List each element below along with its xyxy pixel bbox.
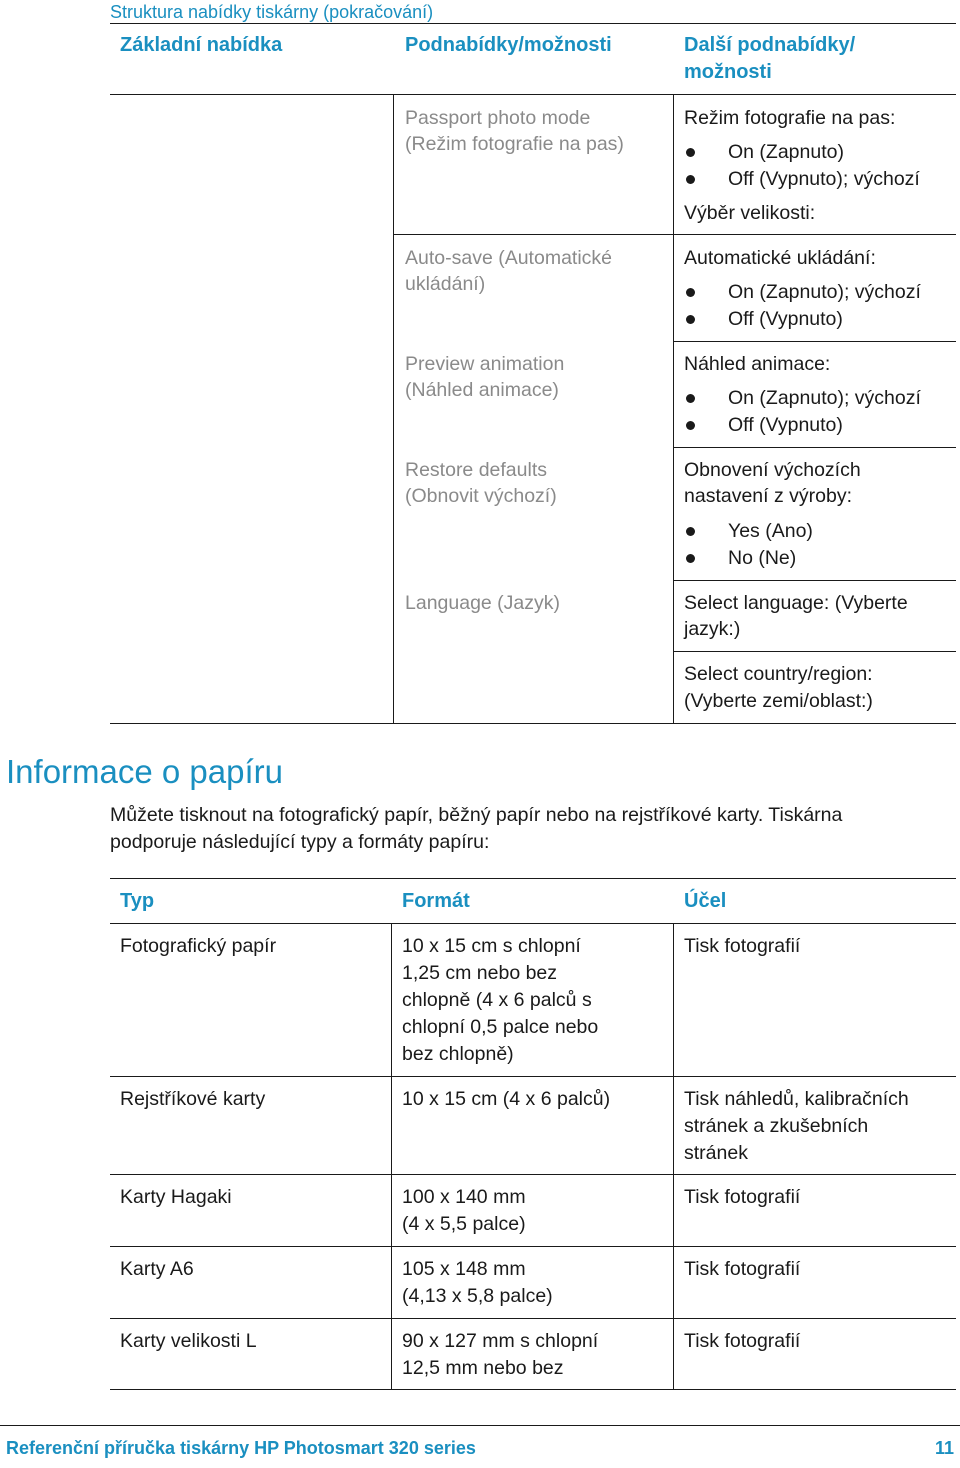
menu-header-main: Základní nabídka — [120, 34, 283, 56]
option-passport-size: Výběr velikosti: — [684, 202, 816, 224]
submenu-passport-line1: Passport photo mode — [405, 107, 591, 129]
rule-autosave — [673, 341, 956, 342]
paper-rule-1 — [110, 1076, 956, 1077]
section-title: Informace o papíru — [6, 753, 283, 790]
paper-format-photo-2: 1,25 cm nebo bez — [402, 962, 558, 984]
paper-purpose-index-3: stránek — [684, 1142, 748, 1164]
paper-purpose-hagaki: Tisk fotografií — [684, 1186, 801, 1208]
paper-rule-4 — [110, 1318, 956, 1319]
menu-header-more-1: Další podnabídky/ — [684, 34, 856, 56]
paper-format-a6-2: (4,13 x 5,8 palce) — [402, 1285, 553, 1307]
option-language-2: jazyk:) — [684, 618, 741, 640]
rule-language — [673, 651, 956, 652]
section-intro-line2: podporuje následující typy a formáty papíru: — [110, 831, 490, 853]
paper-type-l: Karty velikosti L — [120, 1330, 257, 1352]
footer-rule — [0, 1425, 960, 1426]
paper-type-hagaki: Karty Hagaki — [120, 1186, 232, 1208]
paper-purpose-a6: Tisk fotografií — [684, 1258, 801, 1280]
menu-table-divider-left — [393, 94, 394, 724]
paper-header-format: Formát — [402, 890, 470, 912]
rule-preview — [673, 447, 956, 448]
option-autosave-off: Off (Vypnuto) — [728, 306, 843, 333]
paper-format-hagaki-2: (4 x 5,5 palce) — [402, 1213, 526, 1235]
paper-purpose-l: Tisk fotografií — [684, 1330, 801, 1352]
submenu-preview-line2: (Náhled animace) — [405, 379, 559, 401]
paper-type-a6: Karty A6 — [120, 1258, 194, 1280]
paper-table-top-rule — [110, 878, 956, 879]
submenu-language: Language (Jazyk) — [405, 592, 561, 614]
option-preview-heading: Náhled animace: — [684, 353, 831, 375]
paper-table-header-rule — [110, 923, 956, 924]
option-country-2: (Vyberte zemi/oblast:) — [684, 690, 873, 712]
rule-passport — [393, 234, 956, 235]
paper-table-divider-left — [391, 923, 392, 1390]
paper-header-purpose: Účel — [684, 890, 727, 912]
paper-format-l-1: 90 x 127 mm s chlopní — [402, 1330, 599, 1352]
paper-format-photo-1: 10 x 15 cm s chlopní — [402, 935, 581, 957]
option-autosave-on: On (Zapnuto); výchozí — [728, 279, 921, 306]
paper-rule-3 — [110, 1246, 956, 1247]
submenu-passport-line2: (Režim fotografie na pas) — [405, 133, 624, 155]
section-intro-line1: Můžete tisknout na fotografický papír, běžný papír nebo na rejstříkové karty. Tiskárna — [110, 804, 843, 826]
menu-table-bottom-rule — [110, 723, 956, 724]
footer-title: Referenční příručka tiskárny HP Photosmart 320 series — [6, 1438, 476, 1458]
submenu-autosave-line1: Auto-save (Automatické — [405, 247, 613, 269]
paper-purpose-index-1: Tisk náhledů, kalibračních — [684, 1088, 909, 1110]
page-number: 11 — [934, 1438, 954, 1458]
paper-purpose-index-2: stránek a zkušebních — [684, 1115, 869, 1137]
option-passport-on: On (Zapnuto) — [728, 139, 844, 166]
paper-rule-2 — [110, 1174, 956, 1175]
menu-header-more-2: možnosti — [684, 61, 772, 83]
option-preview-on: On (Zapnuto); výchozí — [728, 385, 921, 412]
paper-table-divider-right — [673, 923, 674, 1390]
paper-format-photo-3: chlopně (4 x 6 palců s — [402, 989, 592, 1011]
menu-table-top-rule — [110, 23, 956, 24]
paper-format-index: 10 x 15 cm (4 x 6 palců) — [402, 1088, 611, 1110]
menu-header-sub: Podnabídky/možnosti — [405, 34, 612, 56]
menu-table-divider-right — [673, 94, 674, 724]
option-passport-off: Off (Vypnuto); výchozí — [728, 166, 920, 193]
paper-purpose-photo: Tisk fotografií — [684, 935, 801, 957]
menu-table-header-rule — [110, 94, 956, 95]
paper-format-l-2: 12,5 mm nebo bez — [402, 1357, 564, 1379]
paper-table-bottom-rule — [110, 1389, 956, 1390]
option-restore-heading-1: Obnovení výchozích — [684, 459, 861, 481]
option-preview-off: Off (Vypnuto) — [728, 412, 843, 439]
paper-type-index: Rejstříkové karty — [120, 1088, 266, 1110]
option-autosave-heading: Automatické ukládání: — [684, 247, 876, 269]
submenu-restore-line1: Restore defaults — [405, 459, 547, 481]
option-restore-heading-2: nastavení z výroby: — [684, 485, 852, 507]
paper-header-type: Typ — [120, 890, 155, 912]
submenu-autosave-line2: ukládání) — [405, 273, 486, 295]
paper-format-photo-4: chlopní 0,5 palce nebo — [402, 1016, 599, 1038]
option-passport-heading: Režim fotografie na pas: — [684, 107, 896, 129]
option-restore-yes: Yes (Ano) — [728, 518, 813, 545]
submenu-restore-line2: (Obnovit výchozí) — [405, 485, 557, 507]
rule-restore — [673, 580, 956, 581]
paper-format-a6-1: 105 x 148 mm — [402, 1258, 526, 1280]
paper-format-hagaki-1: 100 x 140 mm — [402, 1186, 526, 1208]
option-restore-no: No (Ne) — [728, 545, 796, 572]
table-caption: Struktura nabídky tiskárny (pokračování) — [110, 2, 434, 22]
paper-type-photo: Fotografický papír — [120, 935, 277, 957]
option-language-1: Select language: (Vyberte — [684, 592, 908, 614]
submenu-preview-line1: Preview animation — [405, 353, 565, 375]
paper-format-photo-5: bez chlopně) — [402, 1043, 514, 1065]
option-country-1: Select country/region: — [684, 663, 873, 685]
